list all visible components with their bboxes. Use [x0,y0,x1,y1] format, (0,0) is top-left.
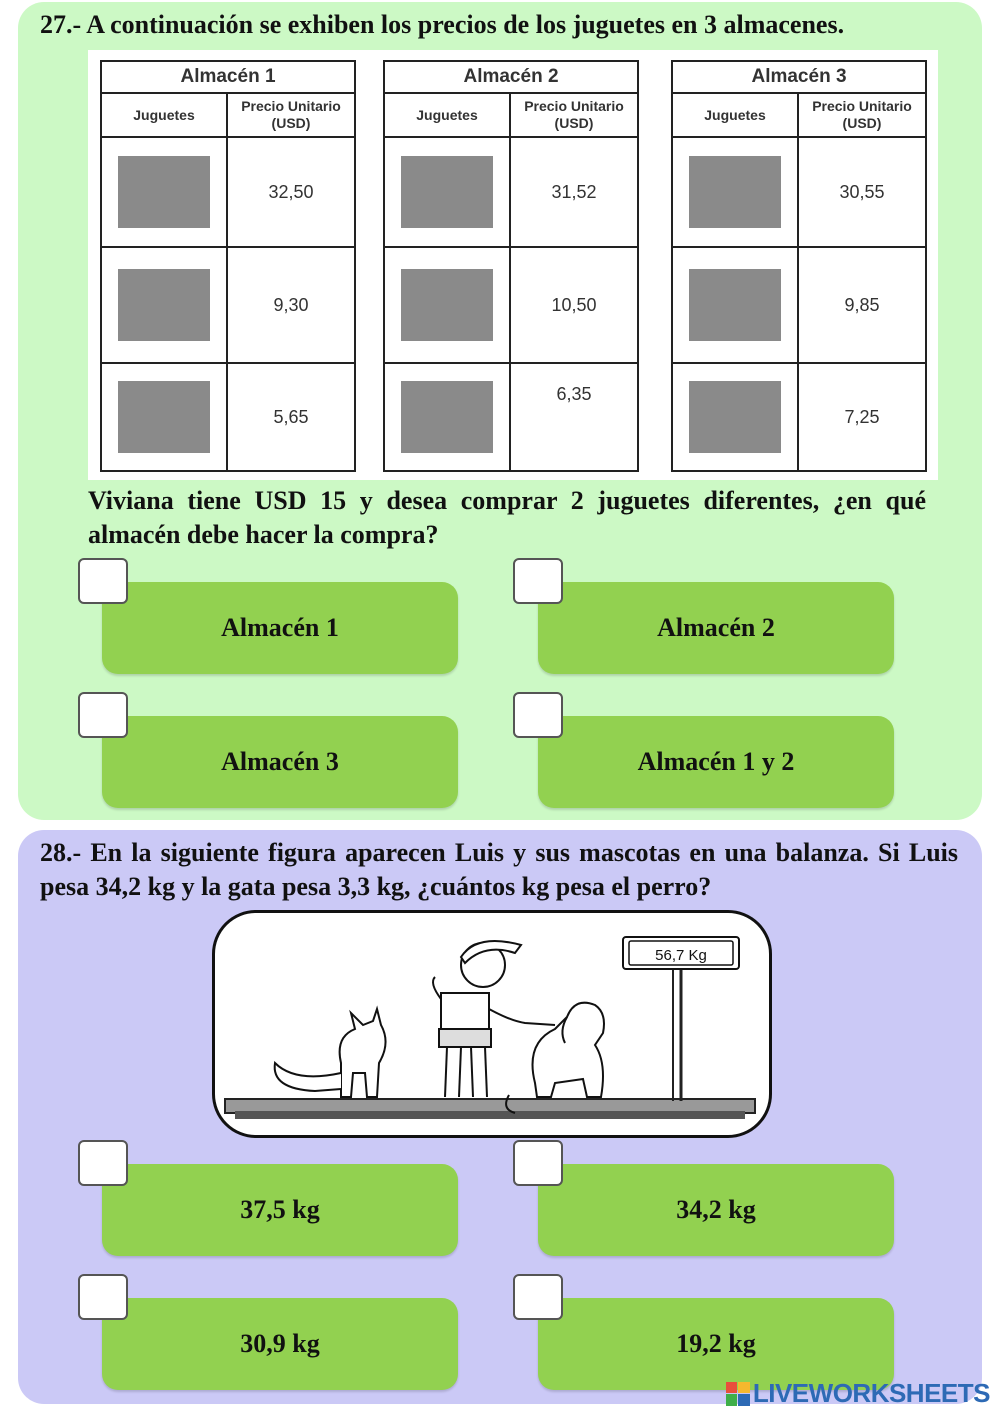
question-27-text: Viviana tiene USD 15 y desea comprar 2 juguetes diferentes, ¿en qué almacén debe hacer la compra? [88,486,926,549]
store-name: Almacén 3 [673,62,925,94]
col-price-header: Precio Unitario (USD) [812,98,912,131]
option-button[interactable]: 30,9 kg [102,1298,458,1390]
ball-icon [401,269,493,341]
scale-reading: 56,7 Kg [655,947,707,964]
question-28-text: 28.- En la siguiente figura aparecen Luis y sus mascotas en una balanza. Si Luis pesa 34,2 kg y la gata pesa 3,3 kg, ¿cuántos kg pesa el perro? [40,838,958,901]
option-button[interactable]: 34,2 kg [538,1164,894,1256]
option-button[interactable]: Almacén 1 [102,582,458,674]
option-button[interactable]: 19,2 kg [538,1298,894,1390]
store-name: Almacén 1 [102,62,354,94]
option-checkbox[interactable] [513,1140,563,1186]
price-cell: 9,85 [844,294,880,315]
option-button[interactable]: Almacén 2 [538,582,894,674]
car-icon [401,381,493,453]
question-27-title: 27.- A continuación se exhiben los precios de los juguetes en 3 almacenes. [40,10,845,39]
option-button[interactable]: 37,5 kg [102,1164,458,1256]
col-price-header: Precio Unitario (USD) [524,98,624,131]
option-checkbox[interactable] [78,558,128,604]
option-checkbox[interactable] [78,1140,128,1186]
skate-icon [118,156,210,228]
store-table [383,60,639,472]
price-cell: 30,55 [839,181,885,202]
price-cell: 7,25 [844,406,880,427]
store-table [100,60,356,472]
option-checkbox[interactable] [78,692,128,738]
price-cell: 5,65 [273,406,309,427]
skate-icon [401,156,493,228]
liveworksheets-logo-icon [726,1382,750,1406]
option-button[interactable]: Almacén 1 y 2 [538,716,894,808]
price-cell: 32,50 [268,181,314,202]
col-price-header: Precio Unitario (USD) [241,98,341,131]
skate-icon [689,156,781,228]
brand-name: LIVEWORKSHEETS [752,1378,990,1408]
store-table [671,60,927,472]
option-button[interactable]: Almacén 3 [102,716,458,808]
col-toys-header: Juguetes [102,94,228,136]
ball-icon [118,269,210,341]
price-cell: 9,30 [273,294,309,315]
option-checkbox[interactable] [513,558,563,604]
col-toys-header: Juguetes [385,94,511,136]
price-cell: 6,35 [556,384,592,404]
store-name: Almacén 2 [385,62,637,94]
option-checkbox[interactable] [513,692,563,738]
car-icon [689,381,781,453]
option-checkbox[interactable] [513,1274,563,1320]
option-checkbox[interactable] [78,1274,128,1320]
price-cell: 10,50 [551,294,597,315]
price-cell: 31,52 [551,181,597,202]
car-icon [118,381,210,453]
ball-icon [689,269,781,341]
liveworksheets-footer [726,1378,990,1409]
scale-illustration [212,910,772,1138]
col-toys-header: Juguetes [673,94,799,136]
price-tables [88,50,938,480]
